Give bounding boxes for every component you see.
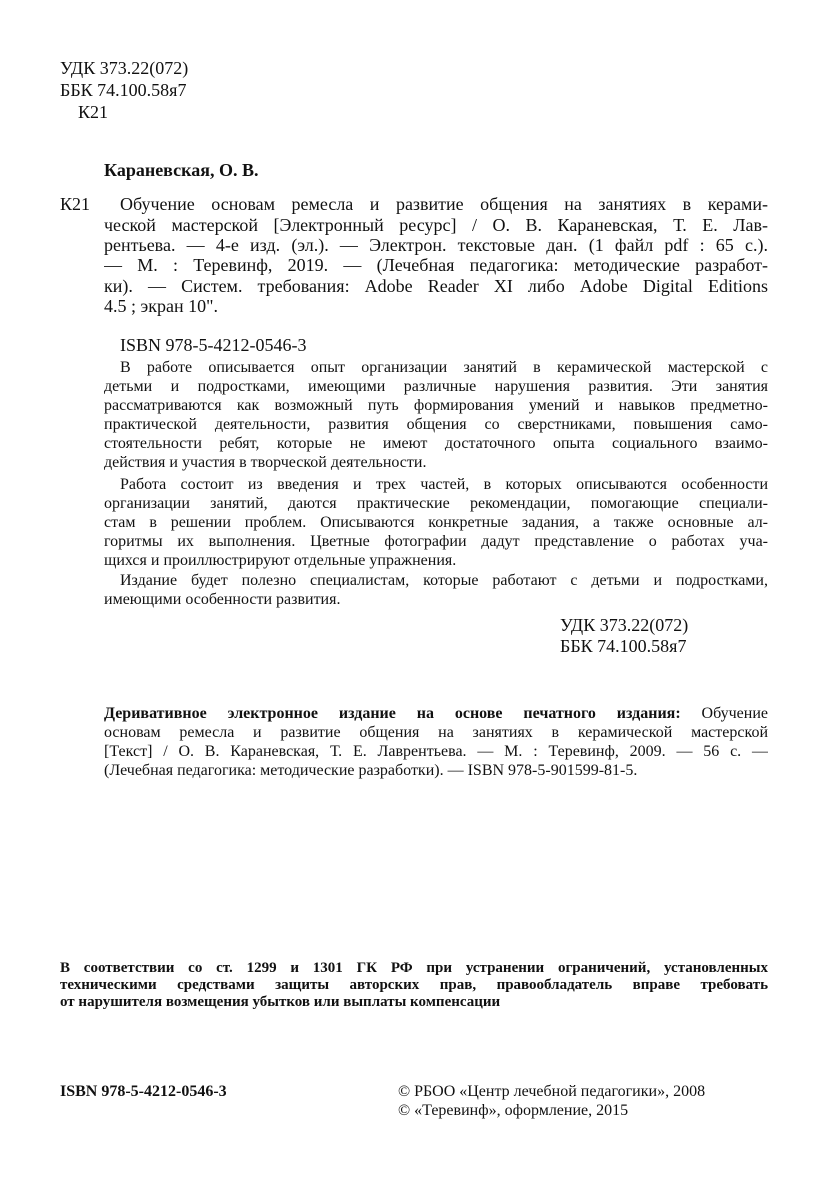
abstract-line: практической деятельности, развития общения со сверстниками, повышения само-: [104, 416, 768, 433]
abstract-line: В работе описывается опыт организации занятий в керамической мастерской с: [120, 359, 768, 376]
abstract-line: горитмы их выполнения. Цветные фотографии дадут представление о работах уча-: [104, 533, 768, 550]
abstract-line: щихся и проиллюстрируют отдельные упражнения.: [104, 552, 457, 569]
bbk-code: ББК 74.100.58я7: [560, 636, 687, 656]
legal-notice-line: от нарушителя возмещения убытков или выплаты компенсации: [60, 994, 501, 1010]
isbn-line: ISBN 978-5-4212-0546-3: [120, 335, 307, 355]
biblio-line: — М. : Теревинф, 2019. — (Лечебная педагогика: методические разработ-: [104, 255, 768, 275]
abstract-line: Издание будет полезно специалистам, которые работают с детьми и подростками,: [120, 572, 768, 589]
abstract-line: действия и участия в творческой деятельности.: [104, 454, 427, 471]
biblio-line: Обучение основам ремесла и развитие общения на занятиях в керами-: [120, 194, 768, 214]
derivative-text: Обучение: [701, 705, 768, 722]
abstract-line: рассматриваются как возможный путь формирования умений и навыков предметно-: [104, 397, 768, 414]
copyright-line: © РБОО «Центр лечебной педагогики», 2008: [398, 1083, 706, 1100]
legal-notice-line: техническими средствами защиты авторских прав, правообладатель вправе требовать: [60, 977, 768, 993]
author-sign: К21: [60, 194, 91, 214]
abstract-line: организации занятий, даются практические рекомендации, помогающие специали-: [104, 495, 768, 512]
copyright-line: © «Теревинф», оформление, 2015: [398, 1102, 629, 1119]
biblio-line: рентьева. — 4-е изд. (эл.). — Электрон. текстовые дан. (1 файл pdf : 65 с.).: [104, 235, 768, 255]
derivative-line: [Текст] / О. В. Караневская, Т. Е. Лаврентьева. — М. : Теревинф, 2009. — 56 с. —: [104, 743, 768, 760]
udk-header: УДК 373.22(072): [60, 58, 189, 78]
legal-notice-line: В соответствии со ст. 1299 и 1301 ГК РФ при устранении ограничений, установленных: [60, 960, 768, 976]
author-heading: Караневская, О. В.: [104, 160, 259, 180]
derivative-line: (Лечебная педагогика: методические разработки). — ISBN 978-5-901599-81-5.: [104, 762, 638, 779]
footer-isbn: ISBN 978-5-4212-0546-3: [60, 1083, 227, 1100]
biblio-line: ки). — Систем. требования: Adobe Reader XI либо Adobe Digital Editions: [104, 276, 768, 296]
abstract-line: Работа состоит из введения и трех частей, в которых описываются особенности: [120, 476, 768, 493]
derivative-line: основам ремесла и развитие общения на занятиях в керамической мастерской: [104, 724, 768, 741]
abstract-line: детьми и подростками, имеющими различные нарушения развития. Эти занятия: [104, 378, 768, 395]
abstract-line: стоятельности ребят, которые не имеют достаточного опыта социального взаимо-: [104, 435, 768, 452]
udk-code: УДК 373.22(072): [560, 615, 689, 635]
author-sign-header: К21: [78, 102, 109, 122]
biblio-line: 4.5 ; экран 10".: [104, 296, 218, 316]
abstract-line: имеющими особенности развития.: [104, 591, 341, 608]
abstract-line: стам в решении проблем. Описываются конкретные задания, а также основные ал-: [104, 514, 768, 531]
bbk-header: ББК 74.100.58я7: [60, 80, 187, 100]
derivative-label: Деривативное электронное издание на основе печатного издания:: [104, 705, 681, 722]
biblio-line: ческой мастерской [Электронный ресурс] / О. В. Караневская, Т. Е. Лав-: [104, 215, 768, 235]
derivative-line: [104, 704, 768, 723]
